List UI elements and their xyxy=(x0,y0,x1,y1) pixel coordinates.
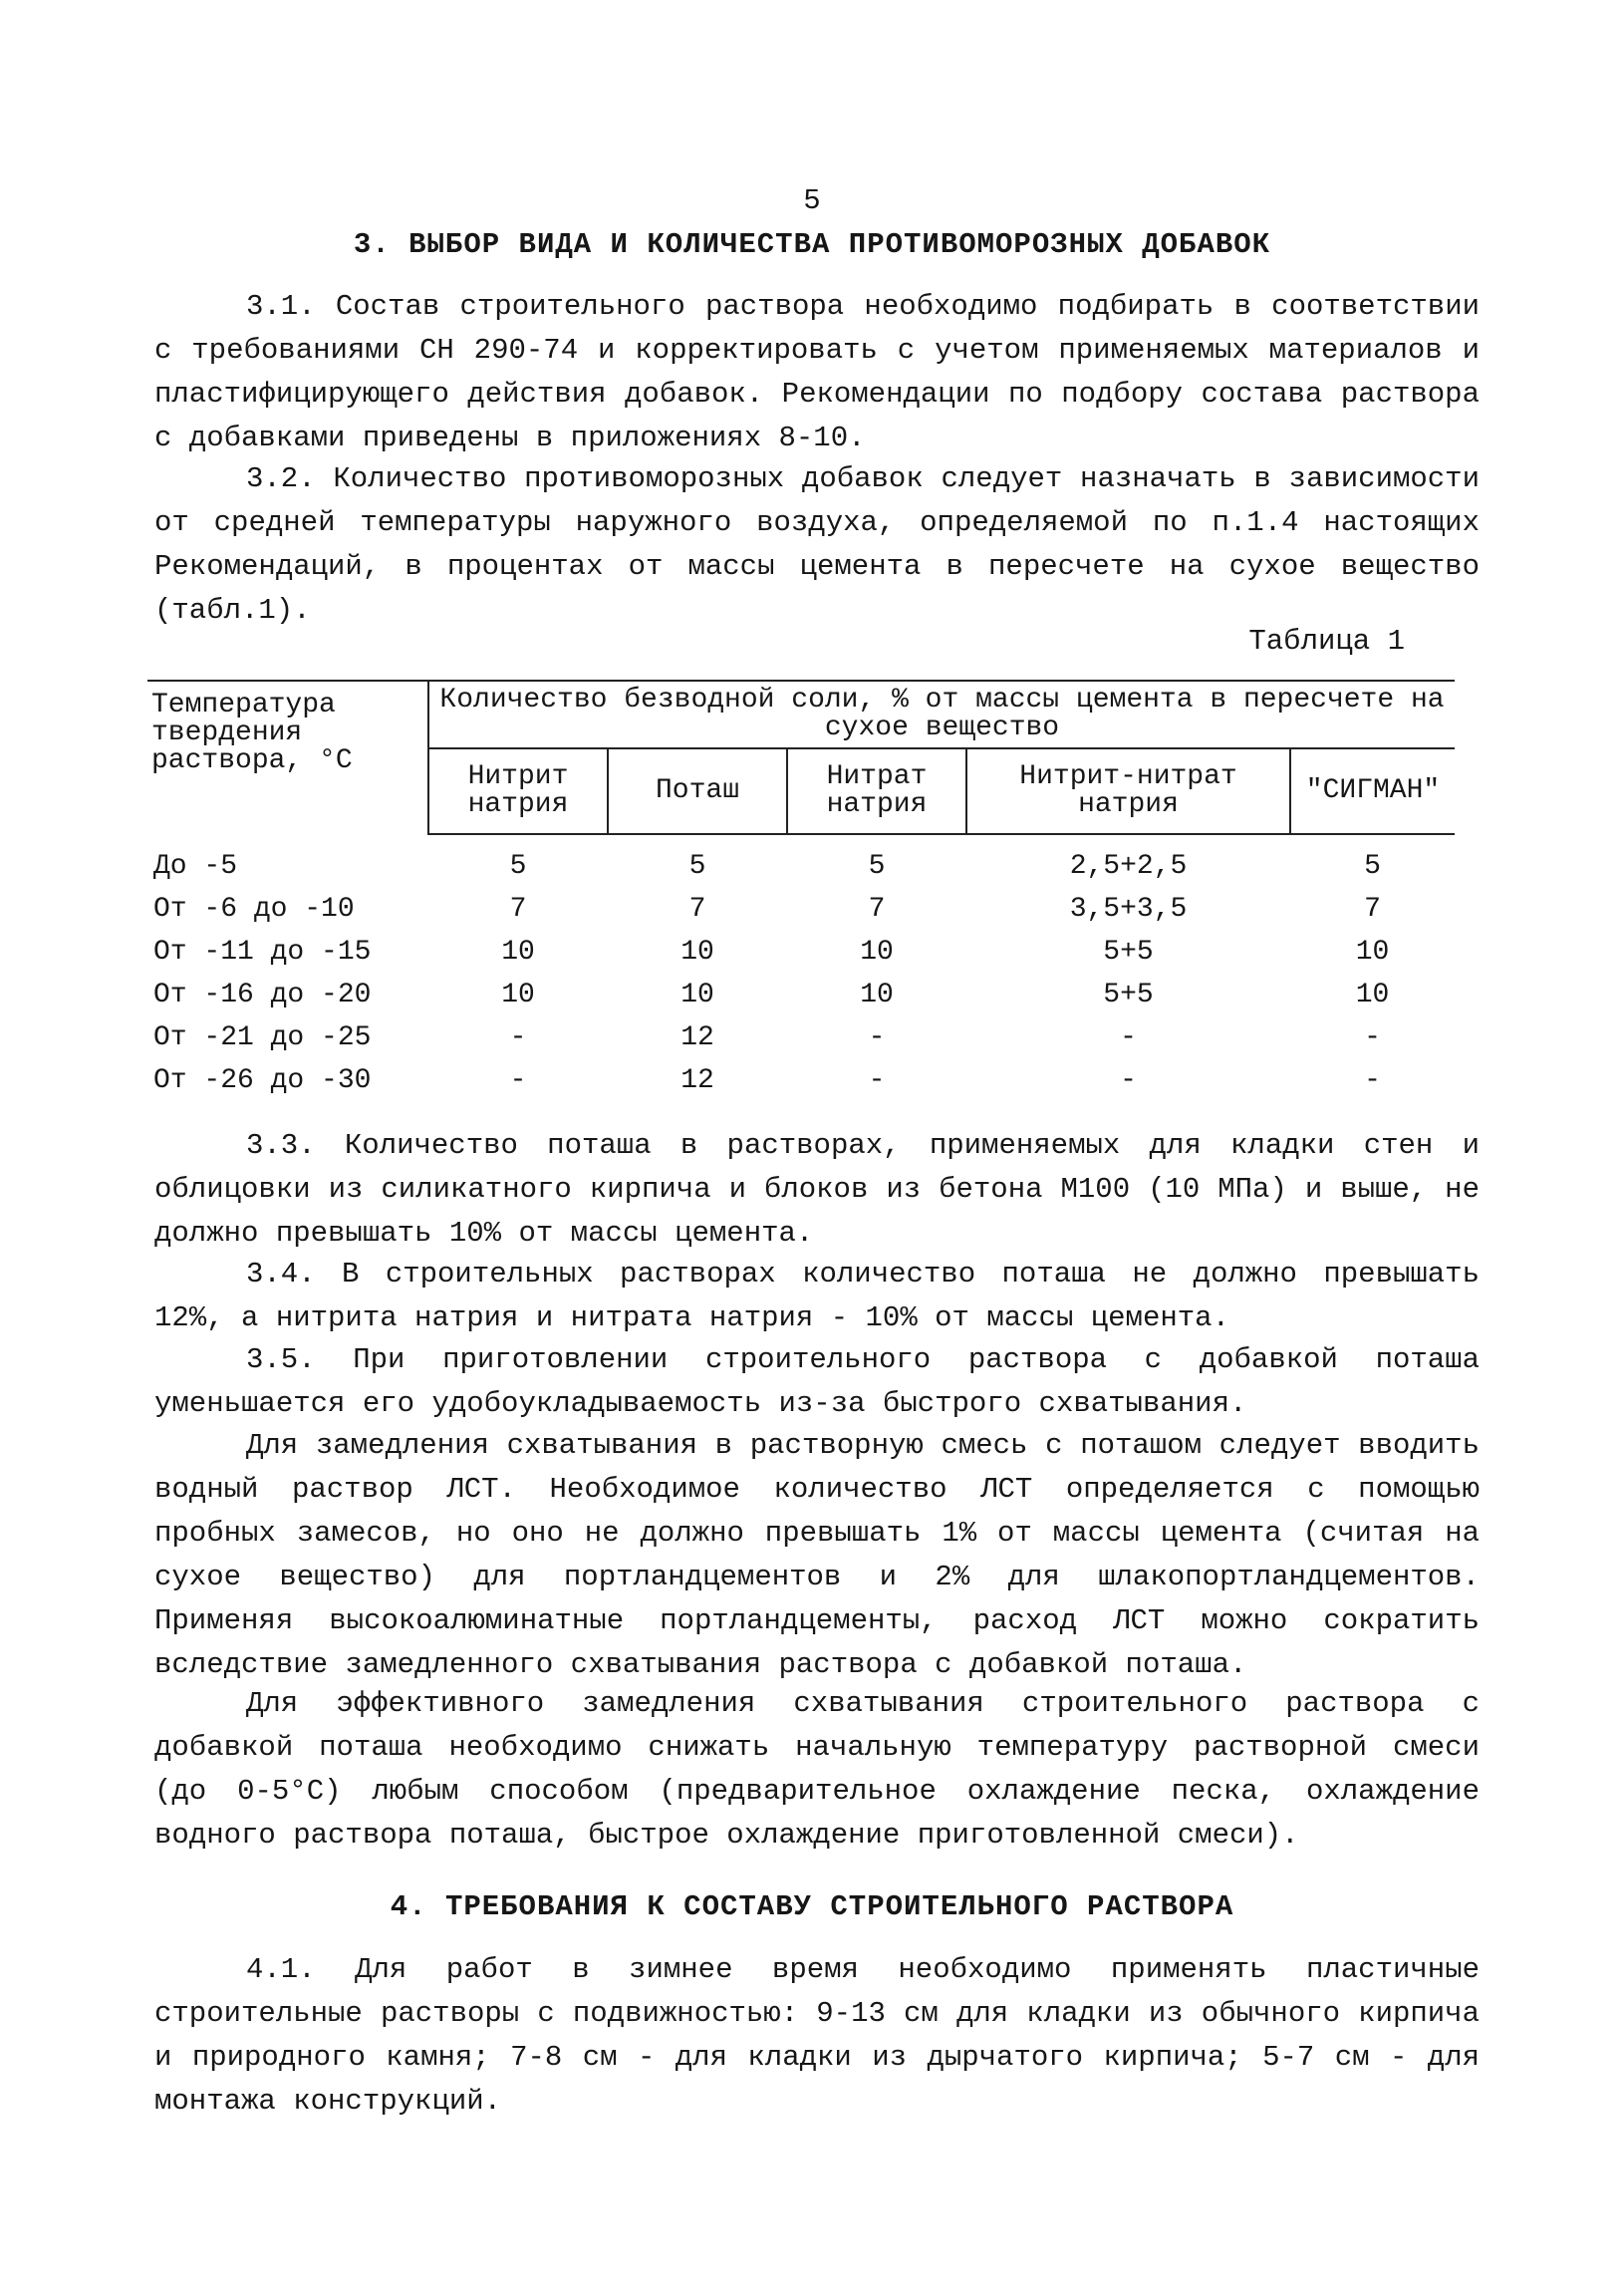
temp-cell: От -16 до -20 xyxy=(153,980,372,1010)
table-antifreeze-additives xyxy=(147,680,1455,1102)
value-cell: 7 xyxy=(1364,894,1381,925)
paragraph-lst xyxy=(154,1424,1480,1687)
value-cell: 7 xyxy=(688,894,706,925)
value-cell: 10 xyxy=(860,980,894,1010)
value-cell: - xyxy=(509,1065,527,1096)
page-number: 5 xyxy=(803,184,821,217)
table-row xyxy=(147,1016,1455,1059)
value-cell: 10 xyxy=(1355,980,1390,1010)
temp-cell: От -26 до -30 xyxy=(153,1065,372,1096)
temp-cell: До -5 xyxy=(153,850,238,882)
value-cell: - xyxy=(1364,1022,1381,1053)
paragraph-3-1-text: 3.1. Состав строительного раствора необходимо подбирать в соответствии с требованиями СН 290-74 и корректировать с учетом применяемых материалов и пластифицирующего действия добавок. Рекомендации по подбору состава раствора с добавками приведены в приложениях 8-10. xyxy=(154,290,1480,454)
value-cell: 5+5 xyxy=(1103,980,1154,1010)
table-row xyxy=(147,1059,1455,1102)
value-cell: 10 xyxy=(501,980,535,1010)
paragraph-3-4-text: 3.4. В строительных растворах количество поташа не должно превышать 12%, а нитрита натрия и нитрата натрия - 10% от массы цемента. xyxy=(154,1258,1480,1334)
value-cell: 5 xyxy=(509,851,527,882)
value-cell: 12 xyxy=(680,1065,714,1096)
value-cell: 5+5 xyxy=(1103,937,1154,968)
section-4-title: 4. ТРЕБОВАНИЯ К СОСТАВУ СТРОИТЕЛЬНОГО РАСТВОРА xyxy=(390,1890,1234,1923)
value-cell: 2,5+2,5 xyxy=(1069,851,1188,882)
value-cell: - xyxy=(1120,1065,1137,1096)
table-row xyxy=(147,974,1455,1016)
paragraph-3-3-text: 3.3. Количество поташа в растворах, применяемых для кладки стен и облицовки из силикатного кирпича и блоков из бетона М100 (10 МПа) и выше, не должно превышать 10% от массы цемента. xyxy=(154,1129,1480,1250)
paragraph-3-1 xyxy=(154,285,1480,460)
value-cell: - xyxy=(868,1065,886,1096)
value-cell: - xyxy=(1120,1022,1137,1053)
table-row xyxy=(147,888,1455,931)
value-cell: 7 xyxy=(868,894,886,925)
table-row xyxy=(147,931,1455,974)
value-cell: 3,5+3,5 xyxy=(1069,894,1188,925)
temp-cell: От -11 до -15 xyxy=(153,937,372,968)
value-cell: - xyxy=(868,1022,886,1053)
paragraph-3-2-text: 3.2. Количество противоморозных добавок следует назначать в зависимости от средней температуры наружного воздуха, определяемой по п.1.4 настоящих Рекомендаций, в процентах от массы цемента в пересчете на сухое вещество (табл.1). xyxy=(154,462,1480,627)
paragraph-3-3 xyxy=(154,1124,1480,1256)
value-cell: 5 xyxy=(688,851,706,882)
temp-cell: От -6 до -10 xyxy=(153,894,355,925)
value-cell: 10 xyxy=(860,937,894,968)
value-cell: 10 xyxy=(680,937,714,968)
paragraph-4-1-text: 4.1. Для работ в зимнее время необходимо применять пластичные строительные растворы с подвижностью: 9-13 см для кладки из обычного кирпича и природного камня; 7-8 см - для кладки из дырчатого кирпича; 5-7 см - для монтажа конструкций. xyxy=(154,1953,1480,2118)
value-cell: 10 xyxy=(1355,937,1390,968)
value-cell: 5 xyxy=(868,851,886,882)
value-cell: 12 xyxy=(680,1022,714,1053)
header-sodium-nitrite: Нитрит натрия xyxy=(428,748,608,834)
header-nitrite-nitrate: Нитрит-нитрат натрия xyxy=(966,748,1290,834)
table-row xyxy=(147,834,1455,888)
value-cell: 10 xyxy=(680,980,714,1010)
value-cell: 7 xyxy=(509,894,527,925)
paragraph-3-5-text: 3.5. При приготовлении строительного раствора с добавкой поташа уменьшается его удобоукладываемость из-за быстрого схватывания. xyxy=(154,1343,1480,1420)
paragraph-3-5 xyxy=(154,1338,1480,1426)
value-cell: 10 xyxy=(501,937,535,968)
paragraph-lst-text: Для замедления схватывания в растворную смесь с поташом следует вводить водный раствор ЛСТ. Необходимое количество ЛСТ определяется с помощью пробных замесов, но оно не должно превышать 1% от массы цемента (считая на сухое вещество) для портландцементов и 2% для шлакопортландцементов. Применяя высокоалюминатные портландцементы, расход ЛСТ можно сократить вследствие замедленного схватывания раствора с добавкой поташа. xyxy=(154,1429,1480,1681)
header-sigman: "СИГМАН" xyxy=(1290,748,1455,834)
value-cell: - xyxy=(1364,1065,1381,1096)
header-salt-quantity: Количество безводной соли, % от массы цемента в пересчете на сухое вещество xyxy=(428,681,1455,748)
paragraph-cooling-text: Для эффективного замедления схватывания строительного раствора с добавкой поташа необходимо снижать начальную температуру растворной смеси (до 0-5°С) любым способом (предварительное охлаждение песка, охлаждение водного раствора поташа, быстрое охлаждение приготовленной смеси). xyxy=(154,1687,1480,1852)
temp-cell: От -21 до -25 xyxy=(153,1022,372,1053)
value-cell: 5 xyxy=(1364,851,1381,882)
paragraph-4-1 xyxy=(154,1948,1480,2124)
header-sodium-nitrate: Нитрат натрия xyxy=(787,748,966,834)
header-temperature: Температура твердения раствора, °С xyxy=(147,681,428,834)
paragraph-3-4 xyxy=(154,1253,1480,1340)
paragraph-3-2 xyxy=(154,457,1480,633)
section-3-title: 3. ВЫБОР ВИДА И КОЛИЧЕСТВА ПРОТИВОМОРОЗНЫХ ДОБАВОК xyxy=(353,228,1271,261)
table-caption: Таблица 1 xyxy=(1248,625,1405,658)
paragraph-cooling xyxy=(154,1682,1480,1858)
value-cell: - xyxy=(509,1022,527,1053)
header-potash: Поташ xyxy=(608,748,787,834)
